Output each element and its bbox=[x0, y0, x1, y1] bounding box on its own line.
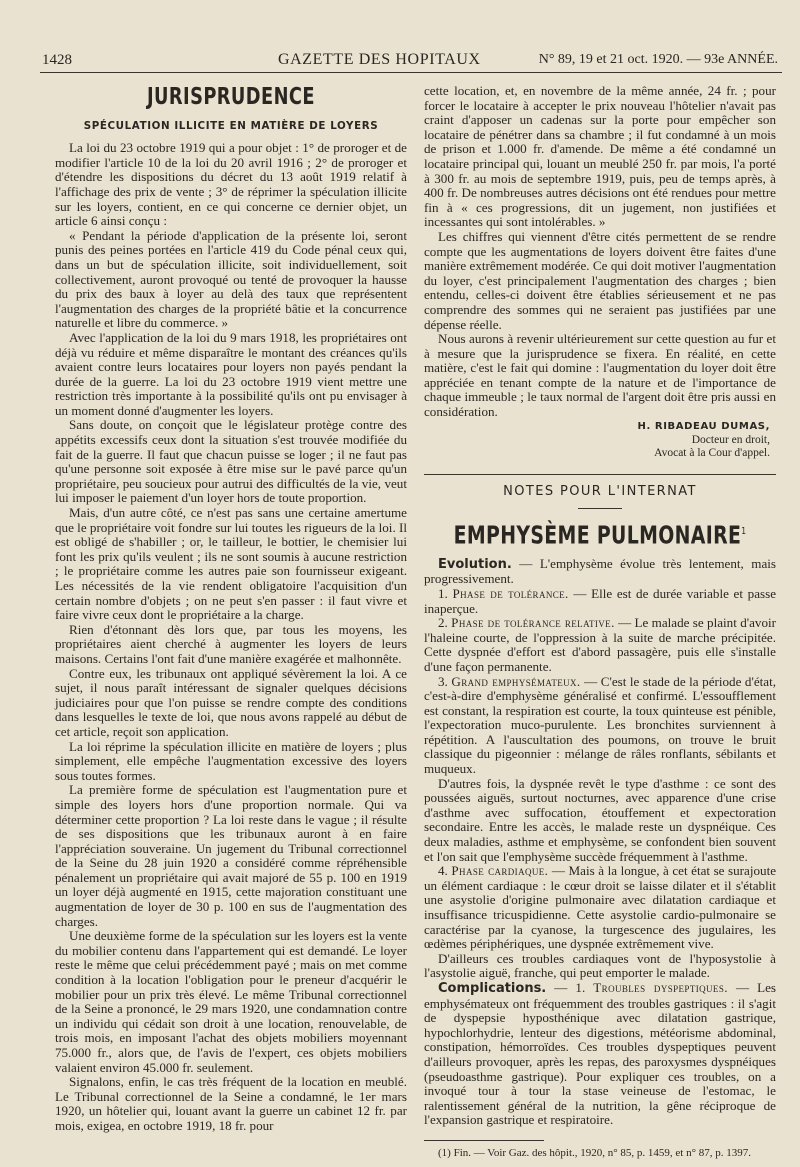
footnote-mark: 1 bbox=[741, 525, 747, 537]
paragraph: La première forme de spéculation est l'augmentation pure et simple des loyers hors d'une proportion normale. Qui va déterminer cette proportion ? La loi reste dans le vague ; il résulte de ses dispositions que les tribunaux auront à en faire l'appréciation souveraine. Un jugement du Tribunal correctionnel de la Seine du 28 juin 1920 a considéré comme répréhensible pénalement un propriétaire qui avait majoré de 55 p. 100 en 1919 un loyer déjà augmenté en 1915, cette majoration constituant une augmentation de loyer de 30 p. 100 en sus de l'augmentation des charges. bbox=[55, 782, 407, 929]
complications-lead: Complications. bbox=[438, 980, 547, 996]
paragraph: Mais, d'un autre côté, ce n'est pas sans une certaine amertume que le propriétaire voit fondre sur lui toutes les rigueurs de la loi. Il est obligé de s'habiller ; or, le tailleur, le bottier, le chemisier lui font les prix qu'ils veulent ; ils ne sont soumis à aucune restriction ; le propriétaire comme les autres paie son fournisseur exigeant. Les nécessités de la vie rendent obligatoire l'acquisition d'un certain nombre d'objets ; on ne peut s'en passer : il faut vivre et faire vivre ceux dont le propriétaire a la charge. bbox=[55, 505, 407, 623]
item-label: Phase de tolérance relative. bbox=[451, 615, 615, 631]
paragraph: Contre eux, les tribunaux ont appliqué sévèrement la loi. A ce sujet, il nous paraît intéressant de signaler quelques décisions judiciaires pour que l'on puisse se rendre compte des conditions dans lesquelles le texte de loi, que nous avons rappelé au début de cet article, reçoit son application. bbox=[55, 665, 407, 739]
complications-paragraph bbox=[424, 981, 776, 1128]
paragraph: Rien d'étonnant dès lors que, par tous les moyens, les propriétaires aient cherché à augmenter les loyers de leurs maisons. Certains l'ont fait d'une manière exagérée et malhonnête. bbox=[55, 621, 407, 666]
paragraph: La loi réprime la spéculation illicite en matière de loyers ; plus simplement, elle empêche l'augmentation excessive des loyers sous toutes formes. bbox=[55, 738, 407, 783]
complications-label: Troubles dyspeptiques. bbox=[593, 979, 728, 995]
left-column bbox=[55, 84, 407, 1134]
footnote: (1) Fin. — Voir Gaz. des hôpit., 1920, n° 85, p. 1459, et n° 87, p. 1397. bbox=[438, 1146, 752, 1159]
evolution-lead: Evolution. bbox=[438, 556, 512, 572]
item-label: Grand emphysémateux. bbox=[451, 673, 581, 689]
emphyseme-title-text: EMPHYSÈME PULMONAIRE bbox=[453, 520, 742, 550]
item-number: 1. bbox=[438, 585, 453, 601]
item-number: 3. bbox=[438, 673, 452, 689]
item-label: Phase de tolérance. bbox=[452, 585, 569, 601]
issue-info: N° 89, 19 et 21 oct. 1920. — 93e ANNÉE. bbox=[538, 52, 778, 67]
paragraph: Nous aurons à revenir ultérieurement sur cette question au fur et à mesure que la jurisprudence se fixera. En réalité, en cette matière, c'est le fait qui domine : l'augmentation du loyer doit être appréciée en tenant compte de la nature et de l'importance de chaque immeuble ; le taux normal de l'argent doit être pris aussi en considération. bbox=[424, 331, 776, 420]
item-text: — Le malade se plaint d'avoir l'haleine courte, de l'oppression à la suite de marche précipitée. Cette dyspnée d'effort est d'abord passagère, puis elle s'installe d'une façon permanente. bbox=[424, 615, 776, 674]
paragraph: D'autres fois, la dyspnée revêt le type d'asthme : ce sont des poussées aiguës, surtout nocturnes, avec apparence d'une crise d'asthme avec suffocation, étouffement et expectoration secondaire. Entre les accès, le malade reste un dyspnéique. Ces deux maladies, asthme et emphysème, se confondent bien souvent et l'on sait que l'emphysème succède fréquemment à l'asthme. bbox=[424, 775, 776, 864]
paragraph: D'ailleurs ces troubles cardiaques vont de l'hyposystolie à l'asystolie aiguë, franche, qui peut emporter le malade. bbox=[424, 950, 776, 981]
notes-heading: NOTES POUR L'INTERNAT bbox=[503, 484, 697, 500]
item-text: — C'est le stade de la période d'état, c'est-à-dire d'emphysème généralisé et confirmé. L'essoufflement est constant, la respiration est courte, la toux quinteuse est pénible, l'expectoration muco-purulente. Les bronchites surviennent à répétition. A l'auscultation des poumons, on trouve le bruit classique du pigeonnier : mélange de râles ronflants, sébilants et muqueux. bbox=[424, 673, 777, 777]
list-item bbox=[424, 864, 776, 952]
list-item bbox=[424, 587, 776, 616]
item-text: — Mais à la longue, à cet état se surajoute un élément cardiaque : le cœur droit se laisse dilater et il s'établit une asystolie d'origine pulmonaire avec dilatation cardiaque et insuffisance tricuspidienne. Cette asystolie cardio-pulmonaire se caractérise par la cyanose, la turgescence des jugulaires, les œdèmes périphériques, une dyspnée extrêmement vive. bbox=[424, 863, 777, 952]
complications-number: — 1. bbox=[546, 979, 594, 995]
right-column bbox=[424, 84, 776, 1160]
paragraph: Sans doute, on conçoit que le législateur protège contre des appétits excessifs ceux dont la situation s'est trouvée modifiée du fait de la guerre. Il faut que chacun puisse se loger ; il ne faut pas qu'une personne soit exposée à être mise sur le pavé parce qu'un propriétaire, peu soucieux pour autrui des difficultés de la vie, veut lui imposer le paiement d'un loyer hors de toute proportion. bbox=[55, 417, 407, 506]
paragraph: Une deuxième forme de la spéculation sur les loyers est la vente du mobilier contenu dans l'appartement qui est demandé. Le loyer reste le même que celui précédemment payé ; mais on met comme condition à la location l'obligation pour le preneur d'acquérir le mobilier pour un prix très élevé. Le même Tribunal correctionnel de la Seine a prononcé, le 29 mars 1920, une condamnation contre un individu qui cédait son droit à une location, renouvelable, de trois mois, en imposant l'achat des objets mobiliers moyennant 75.000 fr., alors que, de l'avis de l'expert, ces objets mobiliers valaient environ 45.000 fr. seulement. bbox=[55, 928, 407, 1075]
author-title-2: Avocat à la Cour d'appel. bbox=[654, 447, 770, 460]
paragraph: Signalons, enfin, le cas très fréquent de la location en meublé. Le Tribunal correctionnel de la Seine a condamné, le 1er mars 1920, un hôtelier qui, louant avant la guerre un cabinet 12 fr. par mois, exigea, en octobre 1919, 18 fr. pour bbox=[55, 1074, 407, 1133]
item-number: 4. bbox=[438, 863, 452, 879]
paragraph: Les chiffres qui viennent d'être cités permettent de se rendre compte que les augmentations de loyers doivent être faites d'une manière extrêmement modérée. Ce qui doit motiver l'augmentation du loyer, c'est principalement l'augmentation des charges ; bien entendu, celles-ci doivent être établies sérieusement et ne pas comprendre des sommes qui ne seraient pas justifiées par une dépense réelle. bbox=[424, 228, 776, 332]
item-label: Phase cardiaque. bbox=[451, 863, 549, 879]
article-subtitle: SPÉCULATION ILLICITE EN MATIÈRE DE LOYERS bbox=[83, 119, 379, 132]
page-header bbox=[40, 50, 782, 73]
paragraph: La loi du 23 octobre 1919 qui a pour objet : 1° de proroger et de modifier l'article 10 de la loi du 20 avril 1916 ; 2° de proroger et d'étendre les dispositions du décret du 13 août 1919 relatif à l'affichage des prix de vente ; 3° de réprimer la spéculation illicite sur les loyers, contient, en ce qui concerne ce dernier objet, un article 6 ainsi conçu : bbox=[55, 140, 407, 229]
paragraph: Avec l'application de la loi du 9 mars 1918, les propriétaires ont déjà vu réduire et même disparaître le montant des créances qu'ils avaient contre leurs locataires pour loyers non payés pendant la durée de la guerre. La loi du 23 octobre 1919 vient mettre une restriction très importante à la possibilité qu'ils ont pu envisager à un moment donné d'augmenter les loyers. bbox=[55, 329, 407, 418]
evolution-text: — L'emphysème évolue très lentement, mais progressivement. bbox=[424, 555, 776, 587]
section-separator bbox=[424, 474, 776, 475]
emphyseme-title bbox=[452, 520, 748, 550]
item-text: — Elle est de durée variable et passe inaperçue. bbox=[424, 585, 777, 616]
complications-text: — Les emphysémateux ont fréquemment des troubles gastriques : il s'agit de dyspepsie hyposthénique avec dilatation gastrique, hypochlorhydrie, lenteur des digestions, météorisme abdominal, constipation, hémorroïdes. Ces troubles dyspeptiques peuvent d'ailleurs provoquer, après les repas, des paroxysmes dyspnéiques (pseudoasthme gastrique). Pour expliquer ces troubles, on a invoqué tour à tour la stase veineuse de l'estomac, le ralentissement général de la nutrition, la gêne réciproque de l'expansion gastrique et respiratoire. bbox=[424, 979, 776, 1128]
paragraph: « Pendant la période d'application de la présente loi, seront punis des peines portées en l'article 419 du Code pénal ceux qui, dans un but de spéculation illicite, soit individuellement, soit collectivement, auront provoqué ou tenté de provoquer la hausse du prix des baux à loyer au delà des taux que représentent l'augmentation des charges de la propriété bâtie et la concurrence naturelle et libre du commerce. » bbox=[55, 227, 407, 331]
list-item bbox=[424, 675, 776, 777]
section-title: JURISPRUDENCE bbox=[146, 84, 316, 110]
item-number: 2. bbox=[438, 615, 452, 631]
journal-title: GAZETTE DES HOPITAUX bbox=[278, 51, 481, 68]
page-number: 1428 bbox=[42, 52, 72, 68]
list-item bbox=[424, 616, 776, 674]
footnote-rule bbox=[424, 1140, 544, 1141]
short-rule bbox=[578, 508, 622, 509]
author-title-1: Docteur en droit, bbox=[691, 434, 770, 447]
paragraph: cette location, et, en novembre de la même année, 24 fr. ; pour forcer le locataire à accepter le prix nouveau l'hôtelier n'avait pas craint d'apposer un cadenas sur la porte pour empêcher son locataire de pénétrer dans sa chambre ; il fut condamné à un mois de prison et 1.000 fr. d'amende. De même a été condamné un locataire principal qui, louant un meublé 250 fr. par mois, l'a porté à 300 fr. au mois de septembre 1919, puis, peu de temps après, à 400 fr. De nombreuses autres décisions ont été rendues pour mettre fin à « ces progressions, dit un jugement, non justifiées et incessantes qui sont intolérables. » bbox=[424, 83, 776, 230]
author-signature: H. RIBADEAU DUMAS, bbox=[637, 420, 770, 432]
evolution-paragraph bbox=[424, 557, 776, 587]
